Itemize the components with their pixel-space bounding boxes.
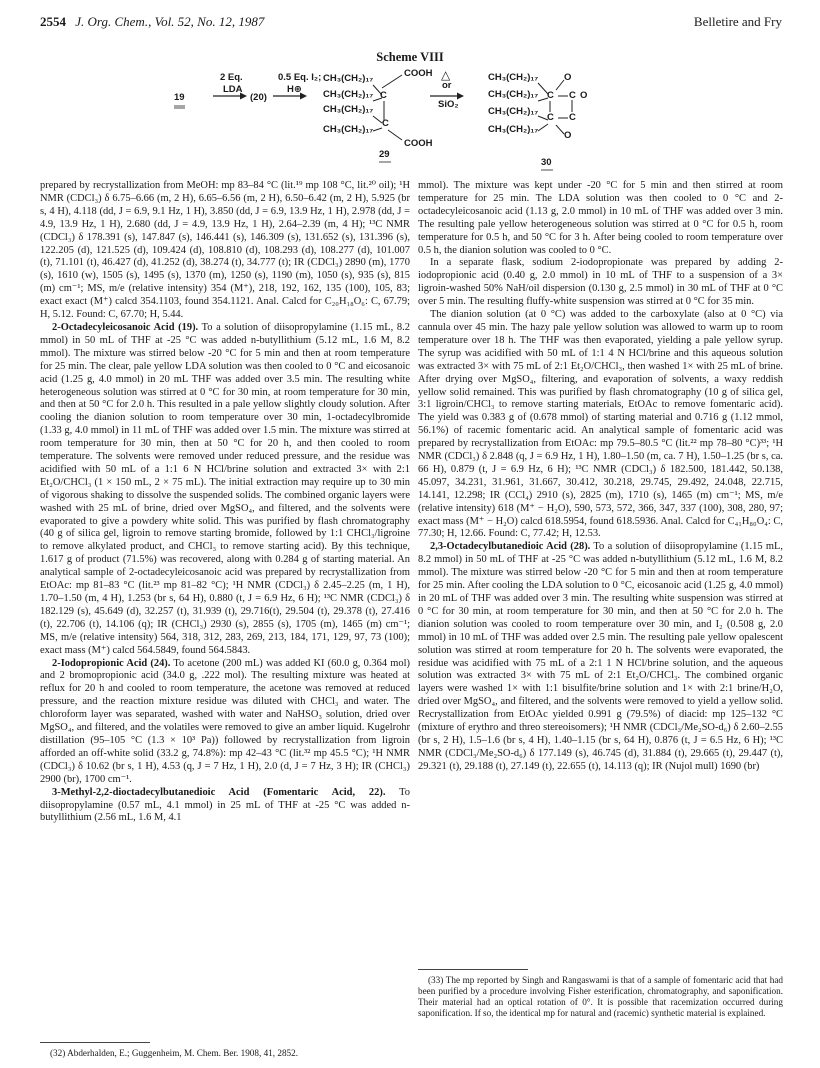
bond-29-f	[373, 128, 382, 131]
step2-reagent: H⊕	[287, 84, 302, 95]
step1-reagent: LDA	[223, 84, 243, 95]
step3-silica: SiO₂	[438, 99, 459, 110]
running-header	[40, 14, 782, 34]
para-left-1	[40, 322, 410, 658]
p29-chain-2: CH₃(CH₂)₁₇	[323, 89, 374, 100]
p29-carbon-1: C	[380, 90, 387, 101]
p29-chain-1: CH₃(CH₂)₁₇	[323, 73, 374, 84]
para-right-1: In a separate flask, sodium 2-iodopropionate was prepared by adding 2-iodopropionic acid (0.40 g, 2.0 mmol) in 10 mL of THF to a suspension of a 3× ligroin-washed 50% NaH/oil dispersion (0.130 g, 2.5 mmol) in 30 mL of THF at 0 °C over 5 min. The resulting fluffy-white suspension was stirred at 0 °C for 35 min.	[418, 257, 783, 308]
compound-29-label: 29	[379, 149, 390, 160]
bond-29-b	[382, 75, 402, 88]
para-right-0: mmol). The mixture was kept under -20 °C for 5 min and then stirred at room temperature for 25 min. The LDA solution was then cooled to 0 °C and 2-octadecyleicosanoic acid (1.13 g, 2.0 mmol) in 10 mL of THF was added over 3 min. The resulting pale yellow heterogeneous solution was stirred at 0 °C for 0.5 h, room temperature for 0.5 h, and 50 °C for 3 h. After being cooled to room temperature over 0.5 h, the dianion solution was cooled to 0 °C.	[418, 180, 783, 256]
para-left-0: prepared by recrystallization from MeOH: mp 83–84 °C (lit.¹⁹ mp 108 °C, lit.²⁰ oil); ¹H NMR (CDCl₃) δ 6.75–6.66 (m, 2 H), 6.65–6.56 (m, 2 H), 6.50–6.42 (m, 2 H), 5.925 (br s, 4 H), 4.118 (dd, J = 6.9, 9.1 Hz, 1 H), 3.850 (dd, J = 6.9, 13.9 Hz, 1 H), 2.978 (dd, J = 4.9, 13.9 Hz, 1 H), 2.680 (dd, J = 4.9, 13.9 Hz, 1 H), 2.64–2.39 (m, 4 H); ¹³C NMR (CDCl₃) δ 178.391 (s), 147.847 (s), 146.441 (s), 146.309 (s), 131.652 (s), 131.396 (s), 122.205 (d), 121.525 (d), 109.424 (d), 108.810 (d), 108.293 (d), 108.277 (d), 101.007 (t), 71.101 (t), 46.427 (d), 41.252 (d), 38.274 (t), 34.777 (t); IR (CDCl₃) 2890 (m), 1770 (s), 1610 (w), 1505 (s), 1495 (s), 1370 (m), 1250 (s), 1190 (m), 1050 (s), 935 (s), 815 (m) cm⁻¹; MS, m/e (relative intensity) 354 (M⁺), 218, 192, 162, 135 (100), 105, 83; exact exact (M⁺) calcd 354.1103, found 354.1121. Anal. Calcd for C₂₀H₁₈O₆: C, 67.79; H, 5.12. Found: C, 67.70; H, 5.44.	[40, 180, 410, 321]
p30-chain-1: CH₃(CH₂)₁₇	[488, 72, 539, 83]
compound-19-label: 19	[174, 92, 185, 103]
heading-compound-19: 2-Octadecyleicosanoic Acid (19).	[52, 321, 199, 333]
scheme-title: Scheme VIII	[376, 50, 444, 64]
step3-or: or	[442, 80, 452, 91]
footnote-33: (33) The mp reported by Singh and Rangaswami is that of a sample of fomentaric acid that had been purified by a procedure involving Fisher esterification, chromatography, and saponification. Their material had an optical rotation of 0°. It is possible that racemization occurred during saponification. If so, the identical mp for natural and (racemic) synthetic material is explained.	[418, 975, 783, 1018]
step1-amount: 2 Eq.	[220, 72, 243, 83]
body-compound-28: To a solution of diisopropylamine (1.15 mL, 8.2 mmol) in 50 mL of THF at -25 °C was added n-butyllithium (5.12 mL, 1.6 M, 8.2 mmol). The mixture was stirred below -20 °C for 5 min and then at room temperature for 25 min. After cooling the LDA solution to 0 °C, eicosanoic acid (1.25 g, 4.0 mmol) in 20 mL of THF was added over 3 min. The resulting white suspension was stirred at 0 °C for 30 min, at room temperature for 30 min, and then at 50 °C for 2.0 h. The dianion solution was cooled to room temperature over 30 min, and I₂ (0.508 g, 2.0 mmol) in 10 mL of THF was added over 2.5 min. The resulting pale yellow opalescent solution was stirred at room temperature for 20 h. The solvents were evaporated, the residue was acidified with 75 mL of a 2:1 1 N HCl/brine solution, and the aqueous solution was extracted 3× with 75 mL of 2:1 Et₂O/CHCl₃. The combined organic layers were washed 1× with 1:1 bisulfite/brine solution and 1× with 2:1 brine/H₂O, dried over MgSO₄, and filtered, and the solvents were removed to yield a yellow solid. Recrystallization from EtOAc yielded 0.991 g (79.5%) of diacid: mp 125–132 °C (mixture of erythro and threo stereoisomers); ¹H NMR (CDCl₃/Me₂SO-d₆) δ 2.60–2.55 (br s, 2 H), 1.5–1.6 (br s, 4 H), 1.40–1.15 (br s, 64 H), 0.876 (t, J = 6.5 Hz, 6 H); ¹³C NMR (CDCl₃/Me₂SO-d₆) δ 177.149 (s), 46.745 (d), 31.884 (t), 29.665 (t), 29.447 (t), 29.321 (t), 29.188 (t), 27.149 (t), 22.655 (t), 14.113 (q); IR (Nujol mull) 1690 (br)	[418, 541, 783, 772]
heading-compound-28: 2,3-Octadecylbutanedioic Acid (28).	[430, 541, 591, 553]
p30-carbon-3: C	[547, 112, 554, 123]
p30-carbon-2: C	[569, 90, 576, 101]
journal-citation: J. Org. Chem., Vol. 52, No. 12, 1987	[75, 14, 265, 29]
p30-chain-2: CH₃(CH₂)₁₇	[488, 89, 539, 100]
p30-oxygen-mid: O	[580, 90, 588, 101]
header-authors: Belletire and Fry	[693, 14, 782, 29]
p30-carbon-4: C	[569, 112, 576, 123]
step2-amount: 0.5 Eq. I₂;	[278, 72, 322, 83]
p30-chain-4: CH₃(CH₂)₁₇	[488, 124, 539, 135]
heading-compound-22: 3-Methyl-2,2-dioctadecylbutanedioic Acid (Fomentaric Acid, 22).	[52, 786, 386, 798]
p29-chain-4: CH₃(CH₂)₁₇	[323, 124, 374, 135]
bond-29-e	[373, 116, 382, 123]
p29-carbon-2: C	[382, 118, 389, 129]
body-compound-19: To a solution of diisopropylamine (1.15 mL, 8.2 mmol) in 50 mL of THF at -25 °C was added n-butyllithium (5.12 mL, 1.6 M, 8.2 mmol). The mixture was stirred below -20 °C for 5 min and then at room temperature for 25 min. The clear, pale yellow LDA solution was then cooled to 0 °C and eicosanoic acid (1.25 g, 4.0 mmol) in 20 mL THF was added over 3.5 min. The resulting white heterogeneous solution was stirred at 0 °C for 30 min, at room temperature for 30 min, and then at 50 °C for 2.0 h. This resulted in a pale yellow slightly cloudy solution. After cooling the dianion solution to room temperature over 30 min, 1-octadecylbromide (1.33 g, 4.0 mmol) in 11 mL of THF was added over 1.5 min. The mixture was stirred at room temperature for 30 min, then at 50 °C for 20 h, and then cooled to room temperature. The solvents were removed under reduced pressure, and the residue was acidified with 50 mL of a 1:1 6 N HCl/brine solution and extracted 3× with 2:1 Et₂O/CHCl₃ (1 × 150 mL, 2 × 75 mL). The initial extraction may require up to 30 min of vigorous shaking to dissolve the suspended solids. The combined organic layers were washed with 25 mL of brine, dried over MgSO₄, and filtered, and the solvents were evaporated to give a powdery white solid. This was purified by flash chromatography (40 g of silica gel, ligroin to remove starting bromide, followed by 1:1 CHCl₃/ligroine to remove alkylated product, and CHCl₃ to remove starting acid). By this technique, 1.617 g of product (71.5%) was recovered, along with 0.284 g of starting material. An analytical sample of 2-octadecyleicosanoic acid was prepared by recrystallization from EtOAc: mp 81–83 °C (lit.²³ mp 81–82 °C); ¹H NMR (CDCl₃) δ 2.45–2.25 (m, 1 H), 1.70–1.50 (m, 4 H), 1.253 (br s, 64 H), 0.880 (t, J = 6.9 Hz, 6 H); ¹³C NMR (CDCl₃) δ 182.129 (s), 45.649 (d), 32.257 (t), 31.939 (t), 29.716(t), 29.504 (t), 29.378 (t), 27.416 (t), 22.706 (t), 14.106 (q); IR (CHCl₃) 2930 (s), 2855 (s), 1705 (m), 1465 (m) cm⁻¹; MS, m/e (relative intensity) 564, 318, 312, 283, 269, 213, 184, 171, 129, 97, 73 (100); exact mass (M⁺) calcd 564.5849, found 564.5843.	[40, 321, 410, 656]
para-right-3	[418, 541, 783, 773]
body-compound-22: To diisopropylamine (0.57 mL, 4.1 mmol) in 25 mL of THF at -25 °C was added n-butyllithium (2.56 mL, 1.6 M, 4.1	[40, 786, 410, 824]
para-left-3	[40, 787, 410, 826]
bond-30-j	[556, 125, 564, 134]
p30-oxygen-bottom: O	[564, 130, 572, 141]
page-number: 2554	[40, 14, 66, 29]
body-compound-24: To acetone (200 mL) was added KI (60.0 g, 0.364 mol) and 2 bromopropionic acid (34.0 g, .222 mol). The resulting mixture was heated at reflux for 20 h and cooled to room temperature, the acetone was removed at reduced pressure, and the reaction mixture residue was diluted with CHCl₃ and water. The chloroform layer was separated, washed with water and NaHSO₃ solution, dried over MgSO₄, and filtered, and the volatiles were removed to give an amber liquid. Kugelrohr distillation (95–105 °C (1.3 × 10³ Pa)) followed by recrystallization from ligroin afforded an off-white solid (33.2 g, 74.8%): mp 42–43 °C (lit.³² mp 45.5 °C); ¹H NMR (CDCl₃) δ 10.62 (br s, 1 H), 4.53 (q, J = 7 Hz, 1 H), 2.0 (d, J = 7 Hz, 3 H); IR (CHCl₃) 2900 (br), 1700 cm⁻¹.	[40, 657, 410, 785]
compound-30-label: 30	[541, 157, 552, 168]
p29-cooh-top: COOH	[404, 68, 433, 79]
p30-chain-3: CH₃(CH₂)₁₇	[488, 106, 539, 117]
right-column	[418, 180, 783, 1020]
intermediate-20: (20)	[250, 92, 267, 103]
para-right-2: The dianion solution (at 0 °C) was added to the carboxylate (also at 0 °C) via cannula over 45 min. The hazy pale yellow solution was allowed to warm up to room temperature over 18 h. The THF was then evaporated, yielding a pale yellow syrup. The syrup was acidified with 50 mL of 1:1 4 N HCl/brine and this aqueous solution was extracted 3× with 75 mL of 2:1 Et₂O/CHCl₃, then washed 1× with 25 mL of brine. After drying over MgSO₄, filtering, and evaporation of solvents, a waxy reddish yellow solid remained. This was purified by flash chromatography (10 g of silica gel, 3:1 ligroin/CHCl₃ to remove starting materials, EtOAc to remove fomentaric acid). The yield was 0.383 g of (0.678 mmol) of starting material and 0.716 g (1.12 mmol, 56.1%) of racemic fomentaric acid. An analytical sample of fomentaric acid was prepared by recrystallization from EtOAc: mp 79.5–80.5 °C (lit.²² mp 78–80 °C)³³; ¹H NMR (CDCl₃) δ 2.848 (q, J = 6.9 Hz, 1 H), 1.80–1.50 (m, ca. 7 H), 1.50–1.25 (br s, ca. 66 H), 0.879 (t, J = 6.9 Hz, 6 H); ¹³C NMR (CDCl₃) δ 182.500, 181.442, 50.138, 45.097, 34.231, 31.961, 31.667, 30.412, 30.218, 29.745, 29.492, 24.048, 22.715, 14.141, 12.298; IR (CCl₄) 2910 (s), 2825 (m), 1710 (s), 1465 (m) cm⁻¹; MS, m/e (relative intensity) 618 (M⁺ − H₂O), 590, 573, 572, 366, 347, 337 (100), 308, 280, 97; exact mass (M⁺ − H₂O) calcd 618.5954, found 618.5936. Anal. Calcd for C₄₁H₈₀O₄: C, 77.30; H, 12.66. Found: C, 77.42; H, 12.53.	[418, 309, 783, 540]
footnote-32: (32) Abderhalden, E.; Guggenheim, M. Chem. Ber. 1908, 41, 2852.	[50, 1048, 299, 1058]
footnote-rule-right	[418, 969, 528, 970]
p29-chain-3: CH₃(CH₂)₁₇	[323, 104, 374, 115]
header-left	[40, 14, 264, 30]
bond-29-g	[388, 130, 402, 140]
p30-carbon-1: C	[547, 90, 554, 101]
para-left-2	[40, 658, 410, 787]
left-column	[40, 180, 410, 1020]
bond-30-c	[556, 80, 564, 90]
p30-oxygen-top: O	[564, 72, 572, 83]
reaction-scheme	[160, 68, 660, 176]
p29-cooh-bottom: COOH	[404, 138, 433, 149]
footnote-rule-left	[40, 1042, 150, 1043]
bond-30-i	[538, 124, 548, 131]
heading-compound-24: 2-Iodopropionic Acid (24).	[52, 657, 171, 669]
step3-heat: △	[441, 68, 451, 82]
